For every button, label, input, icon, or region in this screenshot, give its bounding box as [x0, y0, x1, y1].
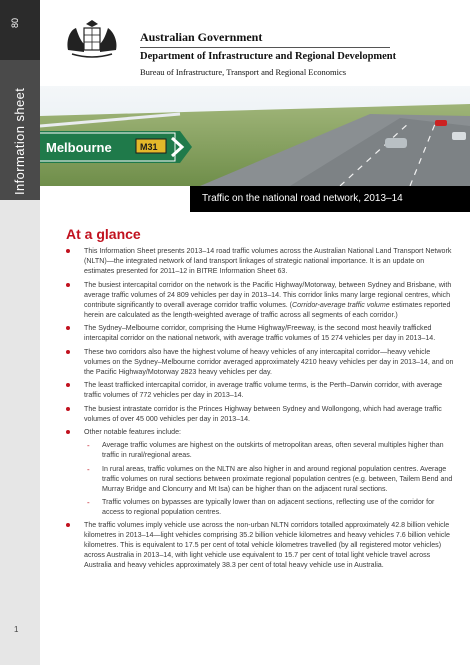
bullet-icon: [66, 350, 70, 354]
sub-list-item: - Average traffic volumes are highest on the outskirts of metropolitan areas, often several multiples higher than traffic in rural/regional areas.: [87, 441, 444, 460]
bullet-icon: [66, 383, 70, 387]
bureau-name: Bureau of Infrastructure, Transport and Regional Economics: [140, 67, 347, 77]
bullet-icon: [66, 430, 70, 434]
sheet-label: Information sheet: [12, 87, 27, 195]
sub-list-item: - In rural areas, traffic volumes on the NLTN are also higher in and around regional population centres. Average traffic volumes on rural sections between proximate regional population centres (e.g. between, Tailem Bend and Murray Bridge and Cloncurry and Mt Isa) can be higher than on the adjacent rural sections.: [87, 464, 453, 493]
gov-title: Australian Government: [140, 30, 263, 44]
list-item: The traffic volumes imply vehicle use across the non-urban NLTN corridors totalled approximately 42.8 billion vehicle kilometres in 2013–14—light vehicles comprising 35.2 billion vehicle kilometres and heavy vehicles 7.6 billion vehicle kilometres. This is equivalent to 17.5 per cent of total vehicle kilometres travelled (by all registered motor vehicles) across Australia in 2013–14, with light vehicle use equivalent to 15.7 per cent of total light vehicle travel across Australia and heavy vehicles approximately 38.3 per cent of total heavy vehicle use in Australia.: [66, 520, 454, 570]
sign-city: Melbourne: [46, 140, 112, 155]
header-divider: [140, 47, 390, 48]
list-item: The least trafficked intercapital corridor, in average traffic volume terms, is the Perth–Darwin corridor, with average traffic volumes of 772 vehicles per day in 2013–14.: [66, 380, 454, 400]
document-title: Traffic on the national road network, 2013–14: [202, 193, 403, 204]
sidebar: [0, 0, 40, 665]
title-bar: [190, 186, 470, 212]
bullet-icon: [66, 523, 70, 527]
issue-number-box: [0, 0, 40, 60]
sign-route: M31: [140, 142, 158, 152]
hero-image: [40, 86, 470, 186]
bullet-icon: [66, 407, 70, 411]
list-item: This Information Sheet presents 2013–14 road traffic volumes across the Australian National Land Transport Network (NLTN)—the integrated network of land transport linkages of strategic national importance. It is an update on estimates presented for 2011–12 in BITRE Information Sheet 63.: [66, 246, 454, 276]
dash-icon: -: [87, 464, 90, 474]
dash-icon: -: [87, 497, 90, 507]
list-item: The busiest intercapital corridor on the network is the Pacific Highway/Motorway, between Sydney and Brisbane, with average traffic volumes of 24 809 vehicles per day in 2013–14. This corridor links many large regional centres, which contribute significantly to overall average corridor traffic volumes. (Corridor-average traffic volume estimates reported herein are calculated as the length-weighted average of traffic across all segments of each corridor.): [66, 280, 454, 320]
dash-icon: -: [87, 441, 90, 451]
bullet-icon: [66, 249, 70, 253]
list-item: Other notable features include: - Average traffic volumes are highest on the outskirts of metropolitan areas, often several multiples higher than traffic in rural/regional areas. - In rural areas, traffic volumes on the NLTN are also higher in and around regional population centres. Average traffic volumes on rural sections between proximate regional population centres (e.g. between, Tailem Bend and Murray Bridge and Cloncurry and Mt Isa) can be higher than on the adjacent rural sections. - Traffic volumes on bypasses are typically lower than on adjacent sections, reflecting use of the corridor for access to regional population centres.: [66, 427, 454, 517]
issue-number: 80: [10, 17, 20, 28]
bullet-list: [66, 246, 454, 574]
list-item: The Sydney–Melbourne corridor, comprising the Hume Highway/Freeway, is the second most heavily trafficked intercapital corridor on the national network, with average traffic volumes of 15 274 vehicles per day in 2013–14.: [66, 323, 454, 343]
bullet-icon: [66, 326, 70, 330]
department-name: Department of Infrastructure and Regional Development: [140, 51, 397, 62]
header: [40, 0, 470, 86]
page-number: 1: [14, 625, 19, 634]
coat-of-arms-icon: [62, 20, 122, 60]
bullet-icon: [66, 283, 70, 287]
sub-list-item: - Traffic volumes on bypasses are typically lower than on adjacent sections, reflecting use of the corridor for access to regional population centres.: [87, 497, 435, 516]
sub-bullet-list: [84, 440, 454, 516]
section-heading: At a glance: [66, 226, 141, 242]
list-item: The busiest intrastate corridor is the Princes Highway between Sydney and Wollongong, which had average traffic volumes of over 45 000 vehicles per day in 2013–14.: [66, 404, 454, 424]
list-item: These two corridors also have the highest volume of heavy vehicles of any intercapital corridor—heavy vehicle volumes on the Sydney–Melbourne corridor averaged approximately 4210 heavy vehicles per day in 2013–14, and on the Pacific Highway/Motorway 2823 heavy vehicles per day.: [66, 347, 454, 377]
